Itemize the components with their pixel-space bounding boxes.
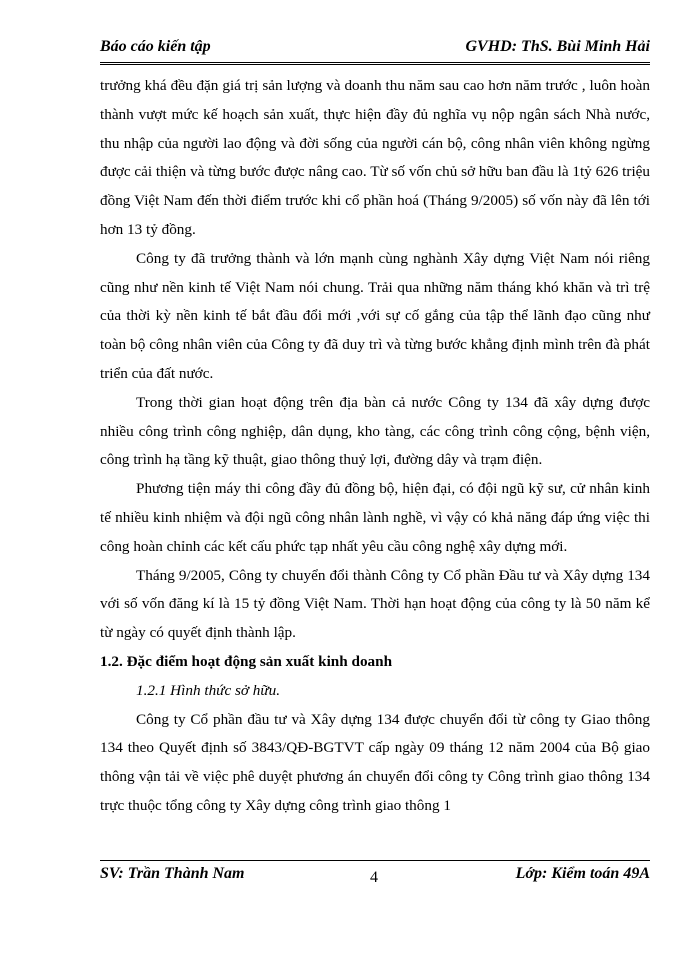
paragraph-5: Tháng 9/2005, Công ty chuyển đổi thành Công ty Cổ phần Đầu tư và Xây dựng 134 với số vốn đăng kí là 15 tỷ đồng Việt Nam. Thời hạn hoạt động của công ty là 50 năm kể từ ngày có quyết định thành lập.	[100, 566, 650, 642]
footer-class: Lớp: Kiểm toán 49A	[515, 865, 650, 882]
page-footer	[100, 860, 650, 891]
subsection-heading: 1.2.1 Hình thức sở hữu.	[136, 681, 281, 699]
paragraph-6: Công ty Cổ phần đầu tư và Xây dựng 134 được chuyển đổi từ công ty Giao thông 134 theo Quyết định số 3843/QĐ-BGTVT cấp ngày 09 tháng 12 năm 2004 của Bộ giao thông vận tải về việc phê duyệt phương án chuyển đổi công ty Công trình giao thông 134 trực thuộc tổng công ty Xây dựng công trình giao thông 1	[100, 710, 650, 814]
document-body	[100, 72, 650, 821]
footer-student: SV: Trần Thành Nam	[100, 865, 245, 882]
paragraph-2: Công ty đã trưởng thành và lớn mạnh cùng nghành Xây dựng Việt Nam nói riêng cũng như nền kinh tế Việt Nam nói chung. Trải qua những năm tháng khó khăn và trì trệ của thời kỳ nền kinh tế bắt đầu đổi mới ,với sự cố gắng của tập thể lãnh đạo cũng như toàn bộ công nhân viên của Công ty đã duy trì và từng bước khẳng định mình trên đà phát triển của đất nước.	[100, 249, 650, 382]
paragraph-1: trưởng khá đều đặn giá trị sản lượng và doanh thu năm sau cao hơn năm trước , luôn hoàn thành vượt mức kế hoạch sản xuất, thực hiện đầy đủ nghĩa vụ nộp ngân sách Nhà nước, thu nhập của người lao động và đời sống của người cán bộ, công nhân viên không ngừng được cải thiện và từng bước được nâng cao. Từ số vốn chủ sở hữu ban đầu là 1tỷ 626 triệu đồng Việt Nam đến thời điểm trước khi cổ phần hoá (Tháng 9/2005) số vốn này đã lên tới hơn 13 tỷ đồng.	[100, 77, 650, 238]
page-header	[100, 38, 650, 65]
header-report-title: Báo cáo kiến tập	[100, 38, 211, 55]
header-advisor: GVHD: ThS. Bùi Minh Hải	[465, 38, 650, 55]
paragraph-4: Phương tiện máy thi công đầy đủ đồng bộ, hiện đại, có đội ngũ kỹ sư, cử nhân kinh tế nhiều kinh nhiệm và đội ngũ công nhân lành nghề, vì vậy có khả năng đáp ứng việc thi công hoàn chỉnh các kết cấu phức tạp nhất yêu cầu công nghệ xây dựng mới.	[100, 480, 650, 555]
page-number: 4	[370, 869, 378, 886]
section-heading: 1.2. Đặc điểm hoạt động sản xuất kinh doanh	[100, 652, 393, 670]
paragraph-3: Trong thời gian hoạt động trên địa bàn cả nước Công ty 134 đã xây dựng được nhiều công trình công nghiệp, dân dụng, kho tàng, các công trình công cộng, bệnh viện, công trình hạ tầng kỹ thuật, giao thông thuỷ lợi, đường dây và trạm điện.	[100, 393, 650, 469]
